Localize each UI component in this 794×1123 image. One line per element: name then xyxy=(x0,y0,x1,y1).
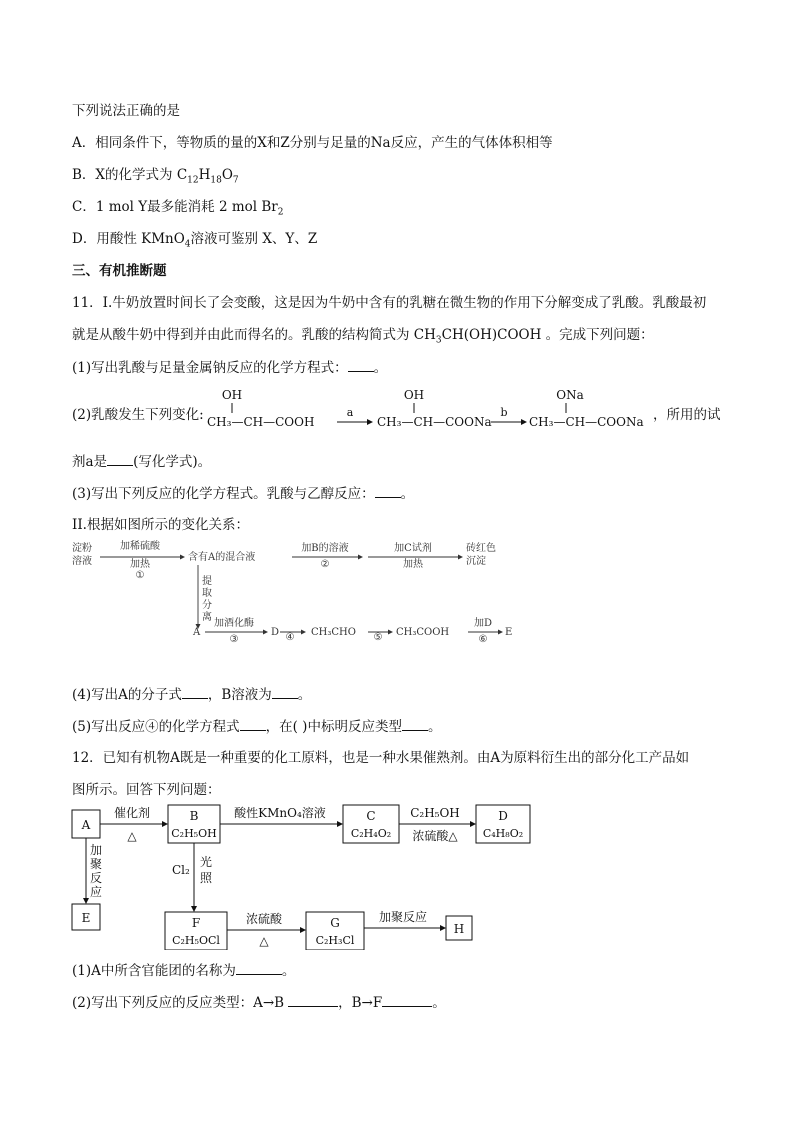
ona-label: ONa xyxy=(556,388,584,402)
answer-blank[interactable] xyxy=(382,992,432,1007)
q10-option-b: B．X的化学式为 $C_{12}H_{18}O_7$ xyxy=(72,167,239,186)
q11-intro-line2: 就是从酸牛奶中得到并由此而得名的。乳酸的结构简式为 $CH_3CH(OH)COOH$ 。完成下列问题： xyxy=(72,327,654,346)
oh-label-1: OH xyxy=(221,388,243,402)
flow-v4: 离 xyxy=(202,612,212,623)
q11-part1: (1)写出乳酸与足量金属钠反应的化学方程式： 。 xyxy=(72,357,387,378)
node-h: H xyxy=(453,922,465,936)
q11-part2-heading: II.根据如图所示的变化关系： xyxy=(72,517,249,533)
flow-mixture: 含有A的混合液 xyxy=(188,552,256,563)
label-gh-top: 加聚反应 xyxy=(378,910,428,924)
answer-blank[interactable] xyxy=(402,716,428,731)
section-heading: 三、有机推断题 xyxy=(72,263,167,279)
flow-d: D xyxy=(271,627,280,638)
label-fg-top: 浓硫酸 xyxy=(245,912,283,926)
node-e: E xyxy=(81,911,91,925)
flow-product-line2: 沉淀 xyxy=(466,556,486,567)
flow-n5: ⑤ xyxy=(373,632,383,643)
flow-e: E xyxy=(505,627,513,638)
q11-part2-suffix: ，所用的试 xyxy=(653,407,721,423)
label-fg-bot: △ xyxy=(259,934,269,948)
node-a: A xyxy=(81,818,91,832)
answer-blank[interactable] xyxy=(182,684,208,699)
flow-r2-num: ② xyxy=(320,559,330,570)
q12-intro-line1: 12．已知有机物A既是一种重要的化工原料，也是一种水果催熟剂。由A为原料衍生出的部分化工产品如 xyxy=(72,750,690,766)
flow-v2: 取 xyxy=(202,588,212,599)
flow-r2-top: 加B的溶液 xyxy=(301,543,349,554)
node-b-formula: C₂H₅OH xyxy=(171,827,217,840)
flow-r3-bot: 加热 xyxy=(403,559,423,570)
flow-r4-num: ③ xyxy=(229,634,239,645)
flow-r1-top: 加稀硫酸 xyxy=(120,541,160,552)
label-bf-2: 照 xyxy=(200,871,213,885)
flow-r1-bot: 加热 xyxy=(130,559,150,570)
q12-intro-line2: 图所示。回答下列问题： xyxy=(72,782,221,798)
answer-blank[interactable] xyxy=(240,716,266,731)
flow-acetic-acid: CH₃COOH xyxy=(396,627,450,638)
ethylene-derivatives-diagram xyxy=(68,800,538,950)
node-c-formula: C₂H₄O₂ xyxy=(350,827,392,840)
q11-part4: (4)写出A的分子式 ，B溶液为 。 xyxy=(72,684,311,705)
flow-r4-top: 加酒化酶 xyxy=(214,618,254,629)
molecule-lactic-acid: CH₃—CH—COOH xyxy=(207,415,315,429)
label-cd-top: C₂H₅OH xyxy=(410,806,460,820)
q12-part1: (1)A中所含官能团的名称为 。 xyxy=(72,960,295,981)
flow-a: A xyxy=(193,627,201,638)
q10-option-c: C．1 mol Y最多能消耗 2 mol $Br_2$ xyxy=(72,199,284,218)
node-f-formula: C₂H₅OCl xyxy=(172,934,220,947)
flow-v1: 提 xyxy=(202,576,212,587)
label-bf-cl2: Cl₂ xyxy=(172,863,190,877)
answer-blank[interactable] xyxy=(107,451,133,466)
q12-part2: (2)写出下列反应的反应类型：A→B ，B→F 。 xyxy=(72,992,446,1013)
q11-part2-cont: 剂a是 (写化学式)。 xyxy=(72,451,211,472)
molecule-disodium: CH₃—CH—COONa xyxy=(529,415,644,429)
label-ae-2: 聚 xyxy=(90,857,103,871)
flow-r3-top: 加C试剂 xyxy=(394,543,432,554)
starch-flow-diagram xyxy=(68,538,528,650)
q11-part2-prefix: (2)乳酸发生下列变化: xyxy=(72,407,204,423)
answer-blank[interactable] xyxy=(375,483,401,498)
node-d: D xyxy=(498,809,508,823)
node-d-formula: C₄H₈O₂ xyxy=(482,827,524,840)
q10-option-d: D．用酸性 KMnO$_4$溶液可鉴别 X、Y、Z xyxy=(72,231,318,250)
node-f: F xyxy=(191,916,201,930)
node-g-formula: C₂H₃Cl xyxy=(315,934,355,947)
molecule-sodium-lactate: CH₃—CH—COONa xyxy=(377,415,492,429)
node-c: C xyxy=(366,809,376,823)
label-ab-bot: △ xyxy=(127,829,137,843)
oh-label-2: OH xyxy=(403,388,425,402)
answer-blank[interactable] xyxy=(288,992,338,1007)
reagent-b: b xyxy=(500,406,508,419)
flow-n4: ④ xyxy=(285,632,295,643)
q10-option-a: A．相同条件下，等物质的量的X和Z分别与足量的Na反应，产生的气体体积相等 xyxy=(72,135,553,151)
node-g: G xyxy=(330,916,340,930)
flow-n6: ⑥ xyxy=(478,634,488,645)
label-cd-bot: 浓硫酸△ xyxy=(412,829,458,843)
label-bf-1: 光 xyxy=(200,855,213,869)
flow-r6-top: 加D xyxy=(473,618,493,629)
q10-stem: 下列说法正确的是 xyxy=(72,103,180,119)
answer-blank[interactable] xyxy=(236,960,282,975)
label-ab-top: 催化剂 xyxy=(113,806,151,820)
node-b: B xyxy=(189,809,199,823)
flow-v3: 分 xyxy=(202,600,212,611)
q11-intro-line1: 11．I.牛奶放置时间长了会变酸，这是因为牛奶中含有的乳糖在微生物的作用下分解变成了乳酸。乳酸最初 xyxy=(72,295,707,311)
flow-start-line1: 淀粉 xyxy=(72,543,92,554)
label-ae-1: 加 xyxy=(90,843,103,857)
label-bc-top: 酸性KMnO₄溶液 xyxy=(234,806,326,820)
reagent-a: a xyxy=(346,406,354,419)
flow-r1-num: ① xyxy=(135,570,145,581)
lactic-acid-equation xyxy=(205,386,660,432)
answer-blank[interactable] xyxy=(272,684,298,699)
flow-aldehyde: CH₃CHO xyxy=(311,627,356,638)
flow-product-line1: 砖红色 xyxy=(466,543,496,554)
q11-part5: (5)写出反应④的化学方程式 ，在( )中标明反应类型 。 xyxy=(72,716,441,737)
answer-blank[interactable] xyxy=(348,357,374,372)
q11-part3: (3)写出下列反应的化学方程式。乳酸与乙醇反应： 。 xyxy=(72,483,414,504)
label-ae-3: 反 xyxy=(90,871,103,885)
label-ae-4: 应 xyxy=(90,885,103,899)
flow-start-line2: 溶液 xyxy=(72,556,92,567)
